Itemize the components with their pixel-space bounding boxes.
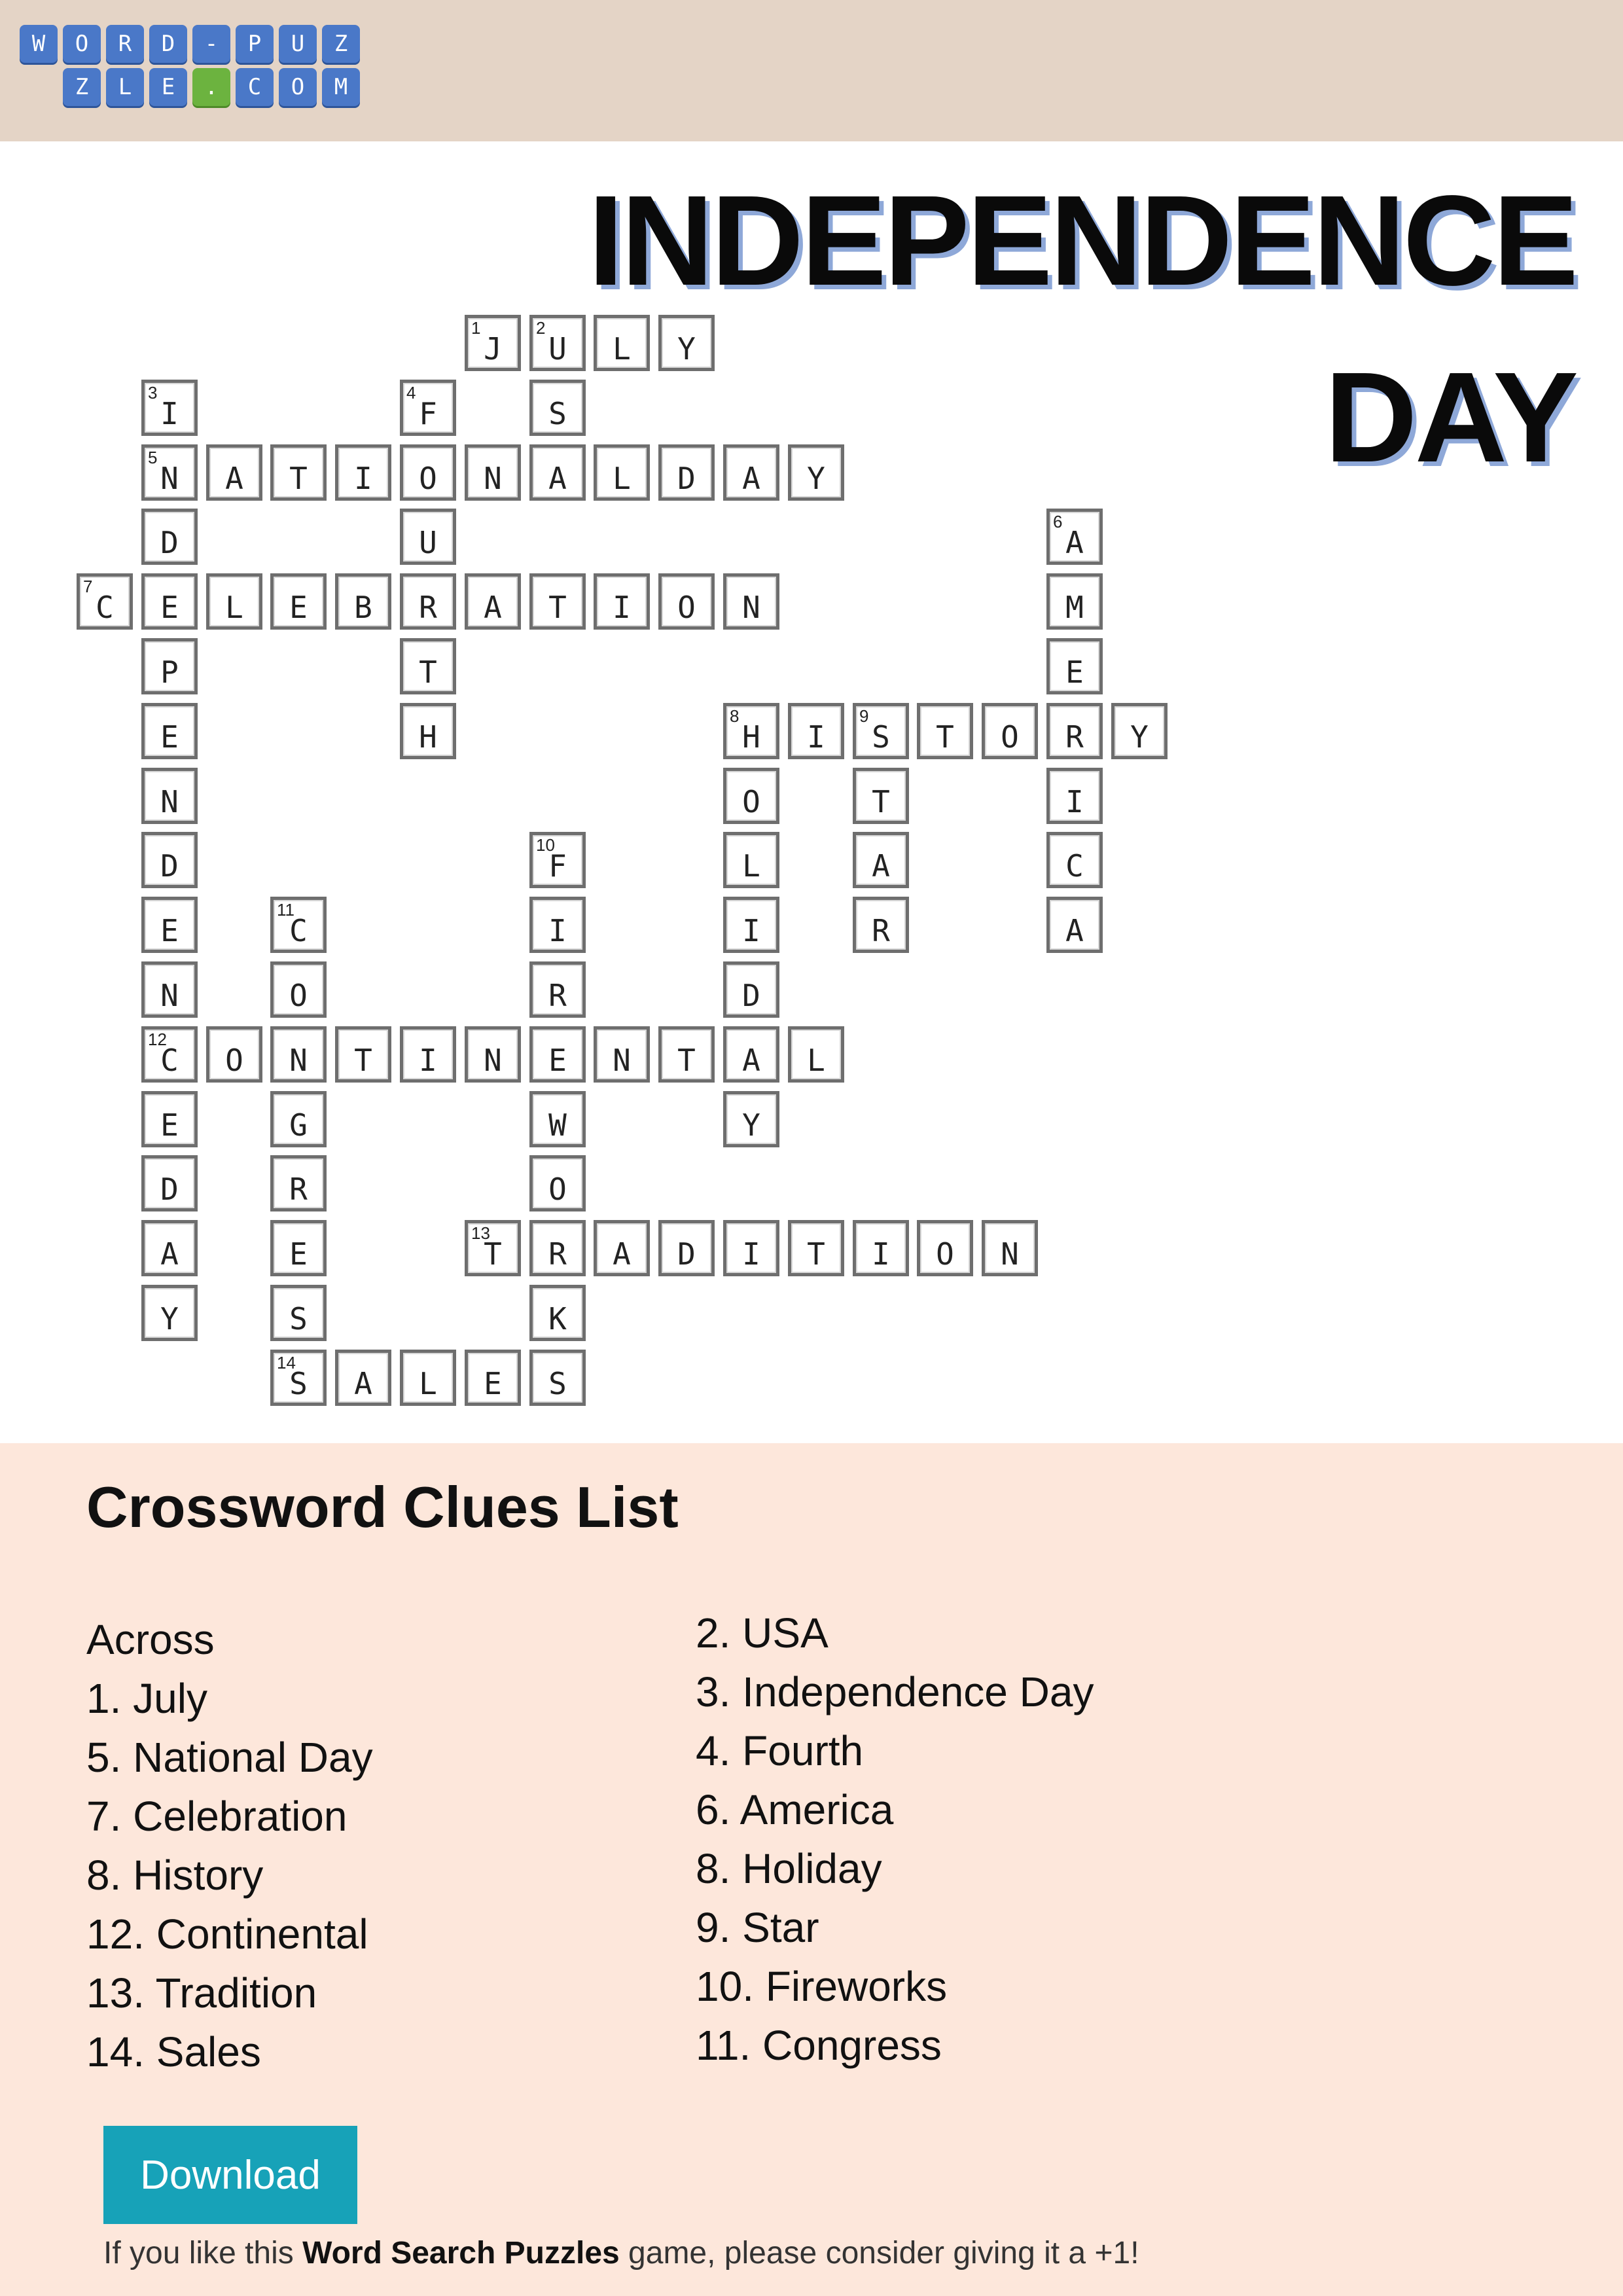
crossword-cell[interactable]	[594, 1026, 650, 1083]
crossword-cell[interactable]	[788, 703, 844, 759]
cell-letter: A	[742, 1043, 760, 1078]
crossword-cell[interactable]	[141, 1091, 198, 1147]
cell-letter: S	[289, 1301, 308, 1336]
cell-letter: A	[613, 1236, 631, 1272]
cell-letter: E	[289, 590, 308, 625]
crossword-cell[interactable]	[1046, 509, 1103, 565]
cell-letter: O	[548, 1172, 567, 1207]
footer-note	[103, 2235, 1139, 2271]
cell-letter: N	[160, 461, 179, 496]
cell-letter: L	[225, 590, 243, 625]
clue-item: 9. Star	[696, 1904, 819, 1951]
crossword-cell[interactable]	[723, 961, 779, 1018]
cell-letter: O	[1001, 719, 1019, 755]
crossword-cell[interactable]	[723, 1091, 779, 1147]
crossword-cell[interactable]	[982, 1220, 1038, 1276]
crossword-cell[interactable]	[400, 573, 456, 630]
cell-letter: S	[872, 719, 890, 755]
crossword-cell[interactable]	[1046, 832, 1103, 888]
cell-letter: T	[354, 1043, 372, 1078]
crossword-cell[interactable]	[853, 832, 909, 888]
cell-letter: A	[225, 461, 243, 496]
clue-number: 8	[730, 706, 740, 726]
crossword-cell[interactable]	[400, 1350, 456, 1406]
clue-item: 8. Holiday	[696, 1845, 882, 1892]
cell-letter: I	[419, 1043, 437, 1078]
crossword-cell[interactable]	[658, 444, 715, 501]
cell-letter: D	[160, 1172, 179, 1207]
crossword-cell[interactable]	[529, 1155, 586, 1211]
cell-letter: O	[289, 978, 308, 1013]
clue-item: 1. July	[86, 1675, 207, 1722]
cell-letter: Y	[677, 331, 696, 367]
cell-letter: W	[548, 1107, 567, 1143]
cell-letter: A	[742, 461, 760, 496]
crossword-cell[interactable]	[658, 1220, 715, 1276]
crossword-cell[interactable]	[141, 509, 198, 565]
cell-letter: E	[160, 913, 179, 948]
logo-tile: .	[192, 68, 230, 106]
crossword-cell[interactable]	[465, 573, 521, 630]
crossword-cell[interactable]	[1046, 638, 1103, 694]
crossword-cell[interactable]	[141, 638, 198, 694]
cell-letter: D	[677, 1236, 696, 1272]
crossword-cell[interactable]	[529, 1091, 586, 1147]
crossword-cell[interactable]	[853, 768, 909, 824]
logo-tile: E	[149, 68, 187, 106]
crossword-cell[interactable]	[529, 573, 586, 630]
crossword-cell[interactable]	[723, 703, 779, 759]
cell-letter: A	[484, 590, 502, 625]
clue-item: 5. National Day	[86, 1734, 373, 1781]
clue-item: 4. Fourth	[696, 1727, 864, 1774]
cell-letter: Y	[1130, 719, 1149, 755]
crossword-cell[interactable]	[335, 1026, 391, 1083]
crossword-cell[interactable]	[141, 832, 198, 888]
crossword-cell[interactable]	[658, 315, 715, 371]
crossword-cell[interactable]	[141, 573, 198, 630]
crossword-cell[interactable]	[270, 897, 327, 953]
crossword-cell[interactable]	[206, 573, 262, 630]
clue-item: 6. America	[696, 1786, 894, 1833]
crossword-cell[interactable]	[723, 832, 779, 888]
crossword-cell[interactable]	[335, 1350, 391, 1406]
cell-letter: A	[354, 1366, 372, 1401]
cell-letter: T	[872, 784, 890, 819]
crossword-cell[interactable]	[917, 703, 973, 759]
cell-letter: C	[289, 913, 308, 948]
clue-across-header: Across	[86, 1616, 215, 1663]
crossword-cell[interactable]	[594, 573, 650, 630]
crossword-cell[interactable]	[529, 444, 586, 501]
clue-number: 10	[536, 835, 555, 855]
crossword-cell[interactable]	[270, 1285, 327, 1341]
cell-letter: B	[354, 590, 372, 625]
crossword-cell[interactable]	[723, 573, 779, 630]
cell-letter: C	[160, 1043, 179, 1078]
crossword-cell[interactable]	[853, 897, 909, 953]
clue-number: 7	[83, 577, 93, 596]
cell-letter: U	[419, 525, 437, 560]
cell-letter: S	[548, 396, 567, 431]
crossword-cell[interactable]	[529, 315, 586, 371]
logo-tile: C	[236, 68, 274, 106]
cell-letter: S	[289, 1366, 308, 1401]
cell-letter: T	[936, 719, 954, 755]
cell-letter: L	[613, 461, 631, 496]
crossword-cell[interactable]	[141, 1155, 198, 1211]
crossword-cell[interactable]	[141, 1026, 198, 1083]
cell-letter: O	[419, 461, 437, 496]
cell-letter: R	[548, 1236, 567, 1272]
crossword-cell[interactable]	[982, 703, 1038, 759]
crossword-cell[interactable]	[1046, 897, 1103, 953]
cell-letter: M	[1065, 590, 1084, 625]
logo-tile: W	[20, 25, 58, 63]
clues-panel	[0, 1443, 1623, 2296]
cell-letter: I	[1065, 784, 1084, 819]
logo-tile: P	[236, 25, 274, 63]
crossword-cell[interactable]	[335, 573, 391, 630]
cell-letter: E	[160, 590, 179, 625]
clue-number: 4	[406, 383, 416, 403]
clue-item: 10. Fireworks	[696, 1963, 948, 2010]
cell-letter: H	[742, 719, 760, 755]
clue-item: 11. Congress	[696, 2022, 942, 2069]
crossword-cell[interactable]	[788, 1026, 844, 1083]
cell-letter: A	[1065, 913, 1084, 948]
logo-tile: Z	[322, 25, 360, 63]
cell-letter: L	[419, 1366, 437, 1401]
cell-letter: I	[742, 913, 760, 948]
crossword-cell[interactable]	[658, 573, 715, 630]
crossword-cell[interactable]	[465, 1026, 521, 1083]
clue-number: 14	[277, 1353, 296, 1372]
crossword-cell[interactable]	[529, 1285, 586, 1341]
crossword-cell[interactable]	[141, 703, 198, 759]
cell-letter: S	[548, 1366, 567, 1401]
cell-letter: F	[548, 848, 567, 884]
cell-letter: N	[160, 784, 179, 819]
cell-letter: L	[807, 1043, 825, 1078]
cell-letter: N	[289, 1043, 308, 1078]
cell-letter: Y	[742, 1107, 760, 1143]
cell-letter: E	[1065, 655, 1084, 690]
clue-number: 6	[1053, 512, 1063, 531]
cell-letter: U	[548, 331, 567, 367]
crossword-cell[interactable]	[141, 380, 198, 436]
crossword-cell[interactable]	[465, 1220, 521, 1276]
logo-tile: O	[63, 25, 101, 63]
crossword-cell[interactable]	[270, 1350, 327, 1406]
crossword-cell[interactable]	[658, 1026, 715, 1083]
cell-letter: Y	[160, 1301, 179, 1336]
crossword-cell[interactable]	[465, 1350, 521, 1406]
crossword-cell[interactable]	[335, 444, 391, 501]
crossword-cell[interactable]	[853, 1220, 909, 1276]
cell-letter: E	[160, 719, 179, 755]
cell-letter: K	[548, 1301, 567, 1336]
clue-item: 2. USA	[696, 1609, 829, 1657]
logo-tile: Z	[63, 68, 101, 106]
cell-letter: L	[742, 848, 760, 884]
crossword-cell[interactable]	[1046, 573, 1103, 630]
crossword-cell[interactable]	[594, 315, 650, 371]
crossword-cell[interactable]	[206, 1026, 262, 1083]
crossword-cell[interactable]	[594, 444, 650, 501]
cell-letter: N	[1001, 1236, 1019, 1272]
crossword-cell[interactable]	[141, 768, 198, 824]
clue-item: 13. Tradition	[86, 1969, 317, 2017]
logo-tile: D	[149, 25, 187, 63]
cell-letter: I	[160, 396, 179, 431]
clues-heading: Crossword Clues List	[86, 1475, 679, 1539]
crossword-cell[interactable]	[788, 1220, 844, 1276]
cell-letter: O	[225, 1043, 243, 1078]
crossword-cell[interactable]	[723, 444, 779, 501]
crossword-cell[interactable]	[400, 444, 456, 501]
crossword-cell[interactable]	[465, 444, 521, 501]
cell-letter: D	[677, 461, 696, 496]
cell-letter: A	[548, 461, 567, 496]
crossword-cell[interactable]	[723, 897, 779, 953]
cell-letter: T	[807, 1236, 825, 1272]
crossword-cell[interactable]	[594, 1220, 650, 1276]
cell-letter: I	[613, 590, 631, 625]
cell-letter: E	[548, 1043, 567, 1078]
crossword-cell[interactable]	[141, 1285, 198, 1341]
cell-letter: R	[548, 978, 567, 1013]
cell-letter: O	[742, 784, 760, 819]
crossword-cell[interactable]	[529, 1026, 586, 1083]
cell-letter: F	[419, 396, 437, 431]
cell-letter: T	[289, 461, 308, 496]
crossword-cell[interactable]	[1046, 768, 1103, 824]
clue-number: 2	[536, 318, 546, 338]
logo-tile: O	[279, 68, 317, 106]
logo-tile: R	[106, 25, 144, 63]
crossword-cell[interactable]	[270, 1091, 327, 1147]
cell-letter: N	[484, 1043, 502, 1078]
clue-number: 5	[148, 448, 158, 467]
crossword-cell[interactable]	[529, 961, 586, 1018]
logo-tile: L	[106, 68, 144, 106]
cell-letter: C	[1065, 848, 1084, 884]
cell-letter: A	[1065, 525, 1084, 560]
crossword-cell[interactable]	[529, 1220, 586, 1276]
cell-letter: A	[872, 848, 890, 884]
cell-letter: D	[742, 978, 760, 1013]
crossword-cell[interactable]	[270, 1220, 327, 1276]
cell-letter: I	[354, 461, 372, 496]
cell-letter: P	[160, 655, 179, 690]
cell-letter: D	[160, 525, 179, 560]
crossword-cell[interactable]	[529, 380, 586, 436]
clue-item: 14. Sales	[86, 2028, 261, 2075]
crossword-cell[interactable]	[270, 573, 327, 630]
cell-letter: H	[419, 719, 437, 755]
crossword-cell[interactable]	[400, 638, 456, 694]
cell-letter: R	[289, 1172, 308, 1207]
page-title-line-2: DAY	[1325, 346, 1576, 489]
crossword-cell[interactable]	[723, 1026, 779, 1083]
crossword-cell[interactable]	[788, 444, 844, 501]
footer-text-after: game, please consider giving it a +1!	[619, 2236, 1139, 2270]
logo-tile: M	[322, 68, 360, 106]
crossword-cell[interactable]	[206, 444, 262, 501]
cell-letter: O	[936, 1236, 954, 1272]
cell-letter: N	[484, 461, 502, 496]
footer-text-before: If you like this	[103, 2236, 303, 2270]
crossword-cell[interactable]	[529, 832, 586, 888]
crossword-cell[interactable]	[141, 897, 198, 953]
cell-letter: R	[872, 913, 890, 948]
cell-letter: A	[160, 1236, 179, 1272]
cell-letter: I	[872, 1236, 890, 1272]
download-button[interactable]: Download	[103, 2126, 357, 2224]
crossword-cell[interactable]	[723, 768, 779, 824]
clue-number: 1	[471, 318, 481, 338]
cell-letter: N	[160, 978, 179, 1013]
cell-letter: D	[160, 848, 179, 884]
clue-item: 8. History	[86, 1852, 264, 1899]
cell-letter: N	[742, 590, 760, 625]
crossword-cell[interactable]	[400, 509, 456, 565]
cell-letter: J	[484, 331, 502, 367]
cell-letter: T	[419, 655, 437, 690]
logo-tile: -	[192, 25, 230, 63]
crossword-cell[interactable]	[77, 573, 133, 630]
crossword-cell[interactable]	[141, 961, 198, 1018]
footer-link-word-search[interactable]: Word Search Puzzles	[302, 2236, 620, 2270]
cell-letter: I	[807, 719, 825, 755]
crossword-cell[interactable]	[1111, 703, 1168, 759]
crossword-cell[interactable]	[270, 1026, 327, 1083]
crossword-cell[interactable]	[270, 444, 327, 501]
crossword-cell[interactable]	[400, 380, 456, 436]
clue-number: 11	[277, 900, 294, 920]
crossword-cell[interactable]	[529, 897, 586, 953]
crossword-cell[interactable]	[917, 1220, 973, 1276]
clue-number: 9	[859, 706, 869, 726]
clue-number: 3	[148, 383, 158, 403]
cell-letter: E	[289, 1236, 308, 1272]
cell-letter: I	[742, 1236, 760, 1272]
clue-number: 12	[148, 1030, 167, 1049]
clues-right-column	[696, 1604, 1232, 2075]
crossword-cell[interactable]	[270, 961, 327, 1018]
cell-letter: I	[548, 913, 567, 948]
cell-letter: C	[96, 590, 114, 625]
logo-tile: U	[279, 25, 317, 63]
cell-letter: O	[677, 590, 696, 625]
crossword-cell[interactable]	[270, 1155, 327, 1211]
cell-letter: Y	[807, 461, 825, 496]
crossword-cell[interactable]	[529, 1350, 586, 1406]
page-title-line-1: INDEPENDENCE	[588, 169, 1576, 312]
cell-letter: L	[613, 331, 631, 367]
crossword-cell[interactable]	[853, 703, 909, 759]
cell-letter: T	[484, 1236, 502, 1272]
crossword-cell[interactable]	[465, 315, 521, 371]
cell-letter: T	[677, 1043, 696, 1078]
cell-letter: E	[484, 1366, 502, 1401]
crossword-cell[interactable]	[723, 1220, 779, 1276]
crossword-cell[interactable]	[400, 703, 456, 759]
cell-letter: R	[419, 590, 437, 625]
cell-letter: G	[289, 1107, 308, 1143]
crossword-cell[interactable]	[141, 444, 198, 501]
clue-number: 13	[471, 1223, 490, 1243]
clues-left-column	[86, 1610, 623, 2081]
clue-item: 3. Independence Day	[696, 1668, 1094, 1715]
cell-letter: T	[548, 590, 567, 625]
crossword-cell[interactable]	[1046, 703, 1103, 759]
crossword-cell[interactable]	[400, 1026, 456, 1083]
clue-item: 7. Celebration	[86, 1793, 348, 1840]
cell-letter: N	[613, 1043, 631, 1078]
cell-letter: E	[160, 1107, 179, 1143]
crossword-cell[interactable]	[141, 1220, 198, 1276]
clue-item: 12. Continental	[86, 1910, 368, 1958]
cell-letter: R	[1065, 719, 1084, 755]
